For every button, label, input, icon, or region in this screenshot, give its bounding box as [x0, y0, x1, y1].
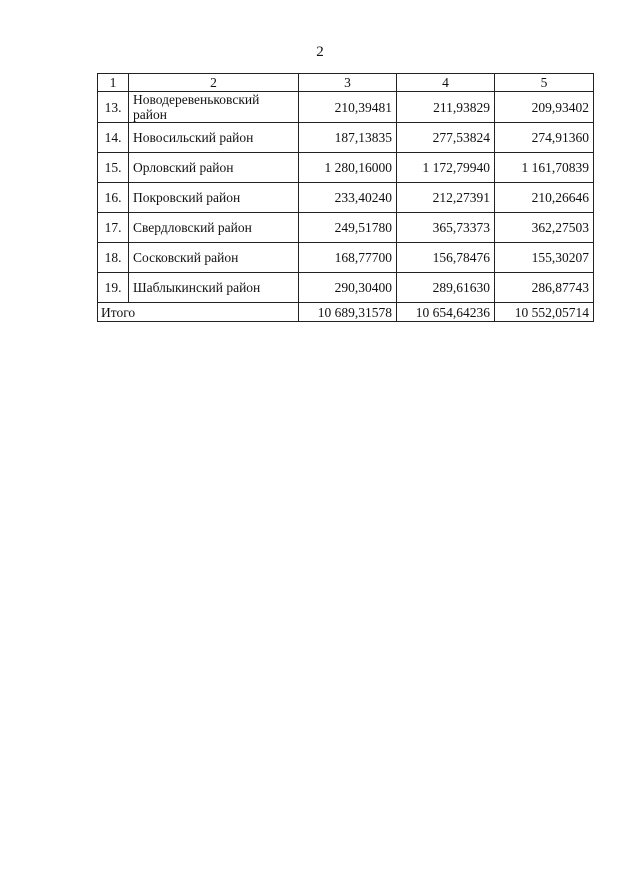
- district-name: Новосильский район: [129, 123, 299, 153]
- value-col-5: 155,30207: [495, 243, 594, 273]
- value-col-5: 209,93402: [495, 92, 594, 123]
- row-number: 16.: [98, 183, 129, 213]
- table-header: [98, 74, 594, 92]
- table-row: [98, 243, 594, 273]
- value-col-3: 249,51780: [299, 213, 397, 243]
- row-number: 15.: [98, 153, 129, 183]
- header-cell-2: 2: [129, 74, 299, 92]
- row-number: 13.: [98, 92, 129, 123]
- table-row: [98, 92, 594, 123]
- header-row: [98, 74, 594, 92]
- total-col-3: 10 689,31578: [299, 303, 397, 322]
- value-col-5: 1 161,70839: [495, 153, 594, 183]
- table-footer: [98, 303, 594, 322]
- header-cell-3: 3: [299, 74, 397, 92]
- value-col-4: 365,73373: [397, 213, 495, 243]
- value-col-5: 362,27503: [495, 213, 594, 243]
- district-name: Свердловский район: [129, 213, 299, 243]
- table-body: [98, 92, 594, 303]
- district-name: Сосковский район: [129, 243, 299, 273]
- value-col-4: 211,93829: [397, 92, 495, 123]
- value-col-5: 274,91360: [495, 123, 594, 153]
- district-name: Новодеревеньковский район: [129, 92, 299, 123]
- district-name: Покровский район: [129, 183, 299, 213]
- table-row: [98, 153, 594, 183]
- district-name: Орловский район: [129, 153, 299, 183]
- value-col-4: 1 172,79940: [397, 153, 495, 183]
- value-col-4: 156,78476: [397, 243, 495, 273]
- total-col-5: 10 552,05714: [495, 303, 594, 322]
- table-row: [98, 273, 594, 303]
- value-col-3: 1 280,16000: [299, 153, 397, 183]
- value-col-5: 286,87743: [495, 273, 594, 303]
- row-number: 17.: [98, 213, 129, 243]
- page-number: 2: [316, 44, 324, 60]
- table-row: [98, 183, 594, 213]
- row-number: 18.: [98, 243, 129, 273]
- value-col-3: 187,13835: [299, 123, 397, 153]
- value-col-5: 210,26646: [495, 183, 594, 213]
- value-col-4: 289,61630: [397, 273, 495, 303]
- total-label: Итого: [98, 303, 299, 322]
- header-cell-4: 4: [397, 74, 495, 92]
- district-name: Шаблыкинский район: [129, 273, 299, 303]
- table-row: [98, 213, 594, 243]
- total-col-4: 10 654,64236: [397, 303, 495, 322]
- header-cell-5: 5: [495, 74, 594, 92]
- row-number: 14.: [98, 123, 129, 153]
- value-col-3: 233,40240: [299, 183, 397, 213]
- value-col-4: 212,27391: [397, 183, 495, 213]
- total-row: [98, 303, 594, 322]
- value-col-3: 210,39481: [299, 92, 397, 123]
- value-col-3: 290,30400: [299, 273, 397, 303]
- value-col-3: 168,77700: [299, 243, 397, 273]
- value-col-4: 277,53824: [397, 123, 495, 153]
- data-table: [97, 73, 594, 322]
- header-cell-1: 1: [98, 74, 129, 92]
- table-row: [98, 123, 594, 153]
- row-number: 19.: [98, 273, 129, 303]
